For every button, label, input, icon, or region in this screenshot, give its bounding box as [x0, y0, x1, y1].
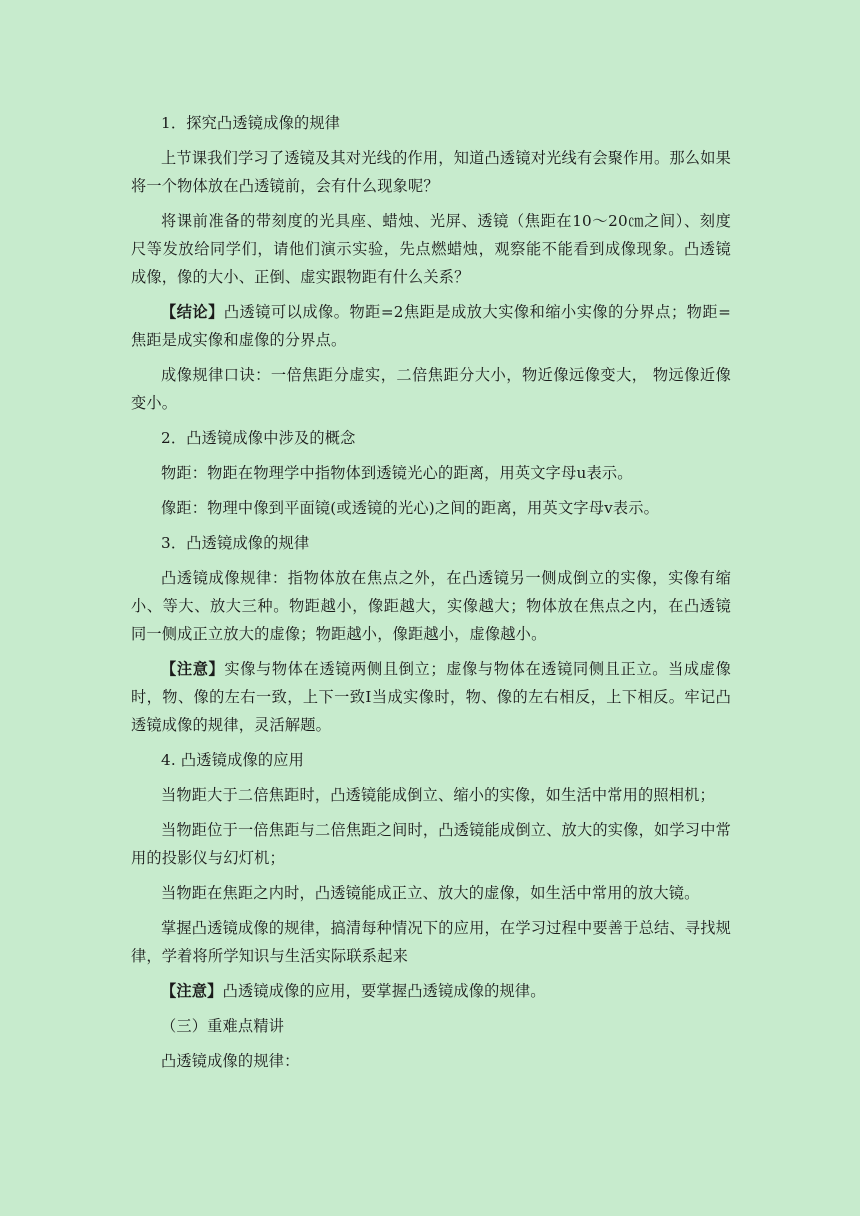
paragraph-text: 当物距位于一倍焦距与二倍焦距之间时，凸透镜能成倒立、放大的实像，如学习中常用的投影仪与幻灯机；	[131, 821, 731, 867]
heading-2	[131, 424, 731, 452]
paragraph	[131, 781, 731, 809]
paragraph	[131, 816, 731, 872]
heading-4	[131, 746, 731, 774]
paragraph	[131, 459, 731, 487]
paragraph	[131, 879, 731, 907]
paragraph-text: （三）重难点精讲	[161, 1017, 285, 1035]
paragraph-text: 凸透镜成像的规律：	[161, 1052, 300, 1070]
paragraph	[131, 361, 731, 417]
paragraph-text: 凸透镜成像的应用，要掌握凸透镜成像的规律。	[222, 982, 546, 1000]
paragraph-text: 物距：物距在物理学中指物体到透镜光心的距离，用英文字母u表示。	[161, 464, 633, 482]
paragraph	[131, 1047, 731, 1075]
paragraph-text: 当物距大于二倍焦距时，凸透镜能成倒立、缩小的实像，如生活中常用的照相机；	[161, 786, 715, 804]
paragraph	[131, 144, 731, 200]
paragraph-text: 掌握凸透镜成像的规律，搞清每种情况下的应用，在学习过程中要善于总结、寻找规律，学着将所学知识与生活实际联系起来	[131, 919, 731, 965]
section-heading	[131, 1012, 731, 1040]
paragraph-text: 实像与物体在透镜两侧且倒立；虚像与物体在透镜同侧且正立。当成虚像时，物、像的左右一致，上下一致I当成实像时，物、像的左右相反，上下相反。牢记凸透镜成像的规律，灵活解题。	[131, 660, 731, 734]
paragraph	[131, 207, 731, 291]
note-label: 【注意】	[161, 982, 223, 1000]
paragraph	[131, 564, 731, 648]
paragraph-text: 2．凸透镜成像中涉及的概念	[161, 429, 356, 447]
paragraph-text: 当物距在焦距之内时，凸透镜能成正立、放大的虚像，如生活中常用的放大镜。	[161, 884, 700, 902]
paragraph-text: 3．凸透镜成像的规律	[161, 534, 310, 552]
paragraph-text: 1．探究凸透镜成像的规律	[161, 114, 341, 132]
paragraph-text: 上节课我们学习了透镜及其对光线的作用，知道凸透镜对光线有会聚作用。那么如果将一个物体放在凸透镜前，会有什么现象呢？	[131, 149, 731, 195]
note-label: 【注意】	[161, 660, 225, 678]
document-page	[131, 109, 731, 1075]
heading-1	[131, 109, 731, 137]
note-paragraph	[131, 655, 731, 739]
paragraph-text: 成像规律口诀：一倍焦距分虚实，二倍焦距分大小，物近像远像变大， 物远像近像变小。	[131, 366, 731, 412]
paragraph-text: 凸透镜可以成像。物距=2焦距是成放大实像和缩小实像的分界点；物距=焦距是成实像和虚像的分界点。	[131, 303, 731, 349]
heading-3	[131, 529, 731, 557]
paragraph	[131, 494, 731, 522]
paragraph	[131, 914, 731, 970]
paragraph-text: 凸透镜成像规律：指物体放在焦点之外，在凸透镜另一侧成倒立的实像，实像有缩小、等大、放大三种。物距越小，像距越大，实像越大；物体放在焦点之内，在凸透镜同一侧成正立放大的虚像；物距越小，像距越小，虚像越小。	[131, 569, 731, 643]
note-paragraph	[131, 977, 731, 1005]
paragraph-text: 4. 凸透镜成像的应用	[161, 751, 305, 769]
paragraph-text: 将课前准备的带刻度的光具座、蜡烛、光屏、透镜（焦距在10～20㎝之间）、刻度尺等发放给同学们，请他们演示实验，先点燃蜡烛，观察能不能看到成像现象。凸透镜成像，像的大小、正倒、虚实跟物距有什么关系？	[131, 212, 731, 286]
conclusion-label: 【结论】	[161, 303, 224, 321]
paragraph-text: 像距：物理中像到平面镜(或透镜的光心)之间的距离，用英文字母v表示。	[161, 499, 660, 517]
conclusion-paragraph	[131, 298, 731, 354]
